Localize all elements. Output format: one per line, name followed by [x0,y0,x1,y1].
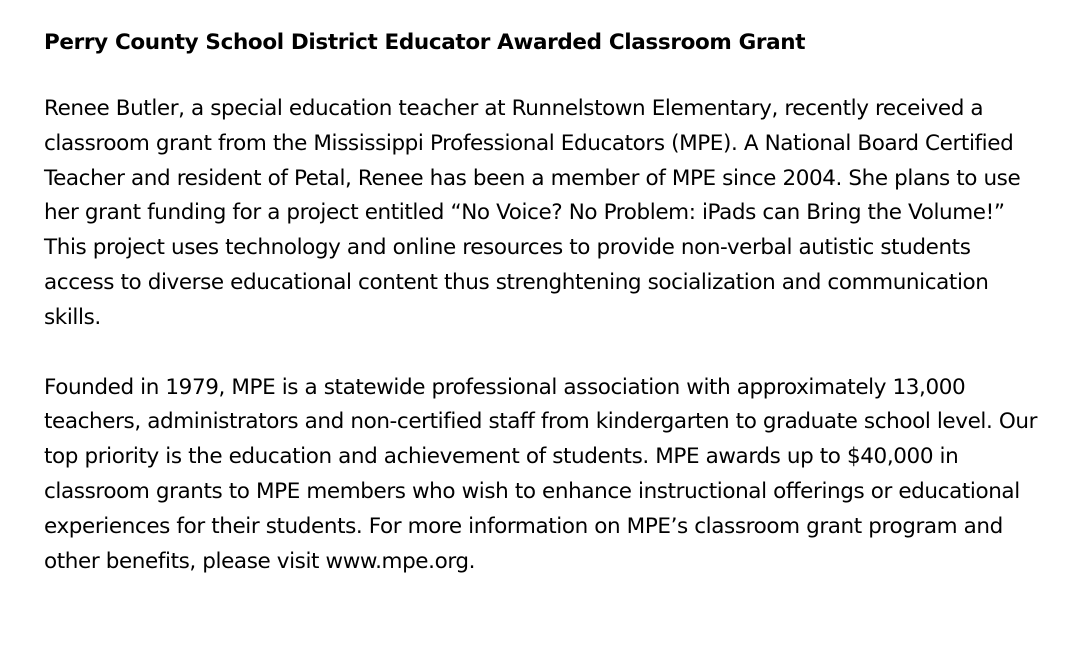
text-line: top priority is the education and achievement of students. MPE awards up to $40,000 in [44,444,959,470]
paragraph-butler-grant [44,92,1040,336]
text-line: experiences for their students. For more information on MPE’s classroom grant program and [44,513,1003,539]
text-line: Teacher and resident of Petal, Renee has been a member of MPE since 2004. She plans to use [44,165,1021,191]
text-line: Founded in 1979, MPE is a statewide professional association with approximately 13,000 [44,374,966,400]
document-title: Perry County School District Educator Awarded Classroom Grant [44,30,806,55]
text-line: access to diverse educational content thus strenghtening socialization and communication [44,269,989,295]
text-line: her grant funding for a project entitled “No Voice? No Problem: iPads can Bring the Volume!” [44,200,1005,226]
text-line: This project uses technology and online resources to provide non-verbal autistic students [44,235,971,261]
text-line: teachers, administrators and non-certified staff from kindergarten to graduate school level. Our [44,409,1038,435]
text-line: Renee Butler, a special education teacher at Runnelstown Elementary, recently received a [44,96,984,121]
text-line: other benefits, please visit www.mpe.org. [44,548,476,574]
paragraph-mpe-about [44,371,1040,580]
text-line: classroom grants to MPE members who wish to enhance instructional offerings or educational [44,478,1020,504]
text-line: skills. [44,304,101,330]
text-line: classroom grant from the Mississippi Professional Educators (MPE). A National Board Certified [44,130,1014,156]
